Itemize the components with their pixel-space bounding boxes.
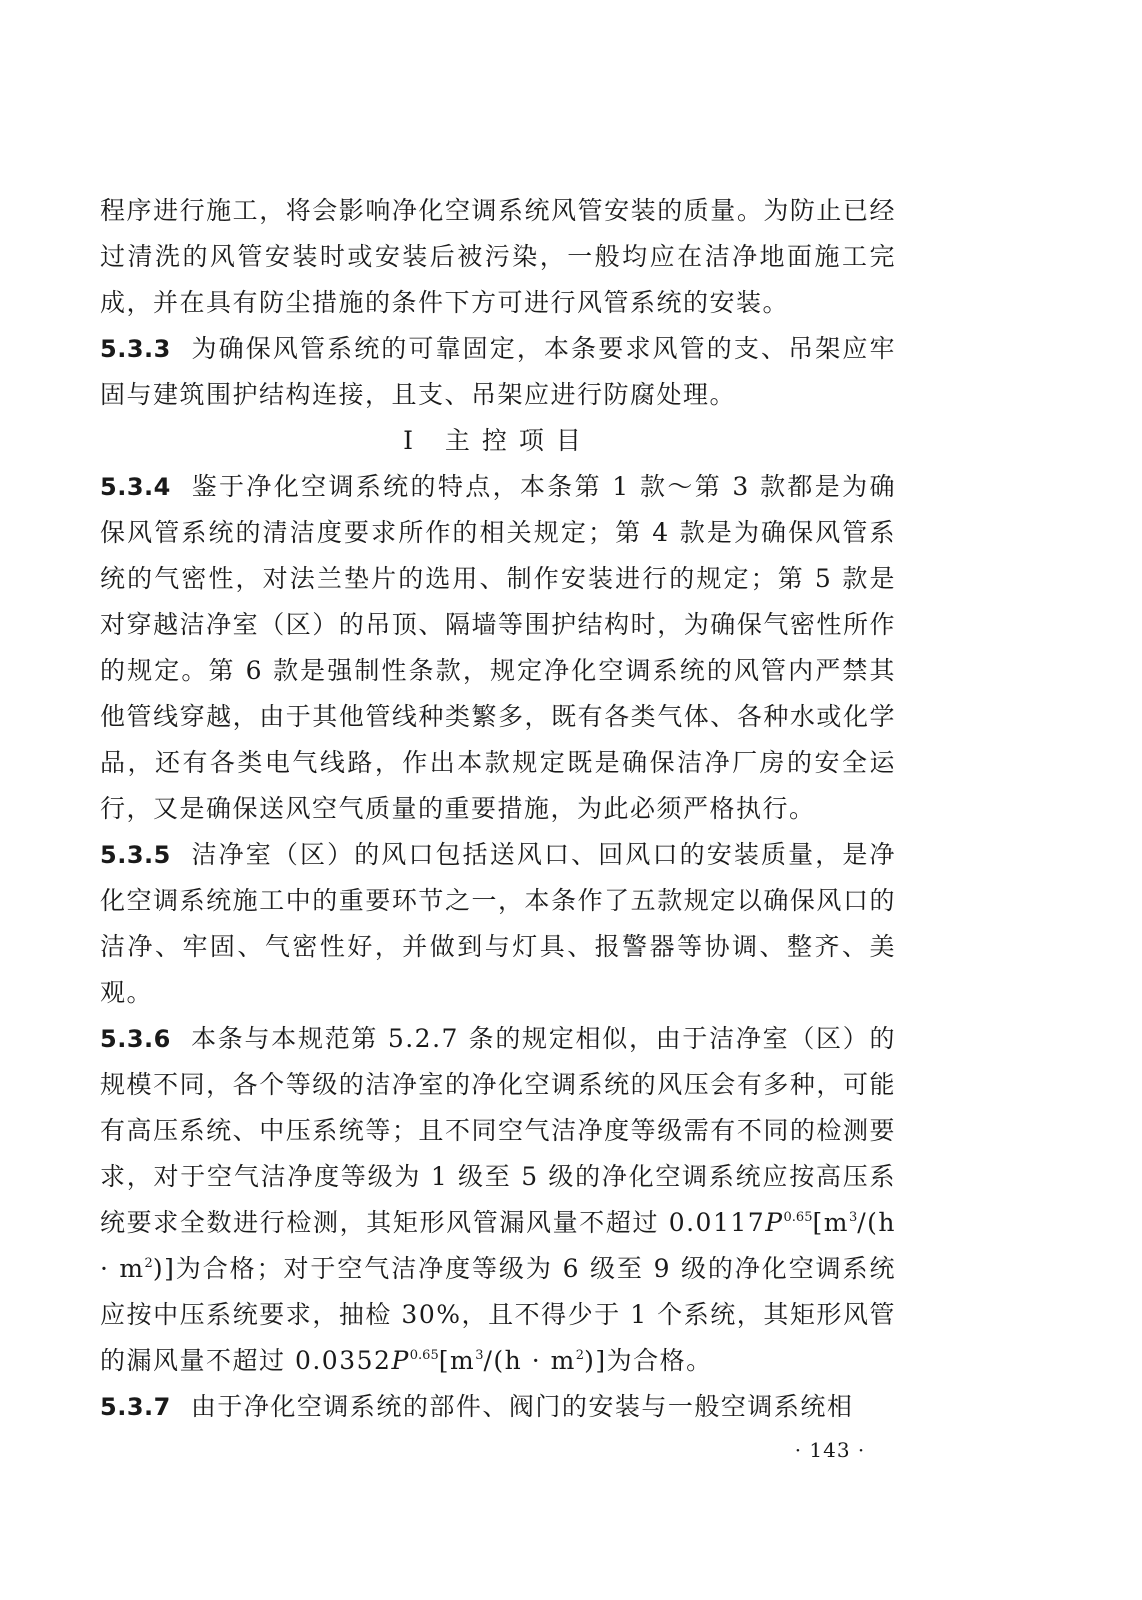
clause-text: 鉴于净化空调系统的特点，本条第 1 款～第 3 款都是为确保风管系统的清洁度要求所作的相关规定；第 4 款是为确保风管系统的气密性，对法兰垫片的选用、制作安装进行的规定；第 5 款是对穿越洁净室（区）的吊顶、隔墙等围护结构时，为确保气密性所作的规定。第 6 款是强制性条款，规定净化空调系统的风管内严禁其他管线穿越，由于其他管线种类繁多，既有各类气体、各种水或化学品，还有各类电气线路，作出本款规定既是确保洁净厂房的安全运行，又是确保送风空气质量的重要措施，为此必须严格执行。: [100, 472, 896, 823]
unit-part: /(h · m: [483, 1346, 576, 1375]
page-number: · 143 ·: [794, 1438, 866, 1462]
clause-text-c: 为合格。: [606, 1346, 713, 1375]
clause-text: 由于净化空调系统的部件、阀门的安装与一般空调系统相: [190, 1392, 854, 1421]
unit-superscript: 3: [848, 1210, 858, 1225]
clause-number: 5.3.5: [100, 841, 171, 869]
clause-number: 5.3.7: [100, 1393, 171, 1421]
unit-superscript: 3: [475, 1348, 484, 1363]
unit-part: )]: [584, 1346, 607, 1375]
clause-number: 5.3.6: [100, 1025, 171, 1053]
paragraph-text: 程序进行施工，将会影响净化空调系统风管安装的质量。为防止已经过清洗的风管安装时或安装后被污染，一般均应在洁净地面施工完成，并在具有防尘措施的条件下方可进行风管系统的安装。: [100, 196, 896, 317]
page-body: [100, 188, 896, 1430]
clause-text-b: 为合格；对于空气洁净度等级为 6 级至 9 级的净化空调系统应按中压系统要求，抽检 30%，且不得少于 1 个系统，其矩形风管的漏风量不超过 0.0352: [100, 1254, 896, 1375]
unit-part: [m: [812, 1208, 849, 1237]
clause-5-3-5: [100, 832, 896, 1016]
paragraph-continuation: [100, 188, 896, 326]
unit-part: )]: [152, 1254, 176, 1283]
unit-superscript: 2: [575, 1348, 585, 1363]
clause-number: 5.3.4: [100, 473, 171, 501]
clause-5-3-7: [100, 1384, 896, 1430]
unit-superscript: 2: [144, 1256, 153, 1271]
clause-5-3-3: [100, 326, 896, 418]
pressure-symbol: P: [391, 1346, 410, 1375]
unit-part: [m: [438, 1346, 476, 1375]
exponent: 0.65: [783, 1210, 813, 1225]
clause-text: 洁净室（区）的风口包括送风口、回风口的安装质量，是净化空调系统施工中的重要环节之一，本条作了五款规定以确保风口的洁净、牢固、气密性好，并做到与灯具、报警器等协调、整齐、美观。: [100, 840, 896, 1007]
clause-5-3-4: [100, 464, 896, 832]
clause-text: 为确保风管系统的可靠固定，本条要求风管的支、吊架应牢固与建筑围护结构连接，且支、吊架应进行防腐处理。: [100, 334, 896, 409]
pressure-symbol: P: [765, 1208, 784, 1237]
clause-text-a: 本条与本规范第 5.2.7 条的规定相似，由于洁净室（区）的规模不同，各个等级的洁净室的净化空调系统的风压会有多种，可能有高压系统、中压系统等；且不同空气洁净度等级需有不同的检测要求，对于空气洁净度等级为 1 级至 5 级的净化空调系统应按高压系统要求全数进行检测，其矩形风管漏风量不超过 0.0117: [100, 1024, 896, 1237]
section-heading: Ⅰ 主控项目: [403, 426, 593, 455]
unit-part: /(h · m: [100, 1208, 896, 1283]
exponent: 0.65: [409, 1348, 439, 1363]
clause-5-3-6: [100, 1016, 896, 1384]
clause-number: 5.3.3: [100, 335, 171, 363]
